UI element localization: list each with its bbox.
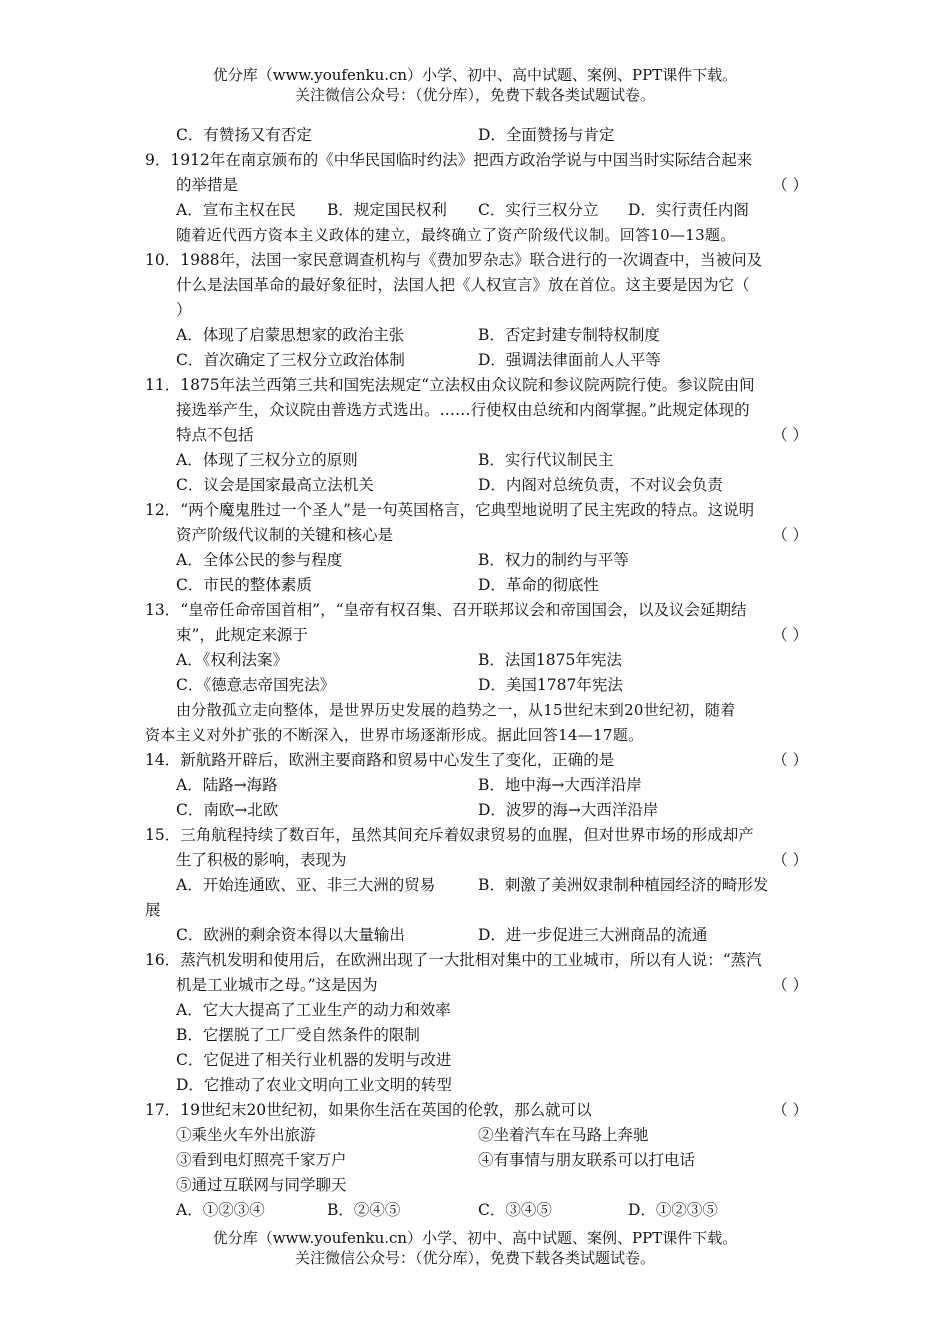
q9-option-b: B．规定国民权利 <box>327 201 447 219</box>
q15-option-a: A．开始连通欧、亚、非三大洲的贸易 <box>176 876 436 894</box>
q11-stem-line-1: 11．1875年法兰西第三共和国宪法规定“立法权由众议院和参议院两院行使。参议院由间 <box>145 376 755 394</box>
header-line-2: 关注微信公众号：（优分库），免费下载各类试题试卷。 <box>294 86 655 104</box>
q17-stem-line-1: 17．19世纪末20世纪初，如果你生活在英国的伦敦，那么就可以 <box>145 1101 592 1119</box>
footer-line-2: 关注微信公众号：（优分库），免费下载各类试题试卷。 <box>294 1249 655 1267</box>
q13-option-c: C．《德意志帝国宪法》 <box>176 676 336 694</box>
q8-option-c: C．有赞扬又有否定 <box>176 126 312 144</box>
q12-answer-paren: （ ） <box>772 526 808 544</box>
q10-option-c: C．首次确定了三权分立政治体制 <box>176 351 405 369</box>
q12-stem-line-2: 资产阶级代议制的关键和核心是 <box>176 526 394 544</box>
q14-stem-line-1: 14．新航路开辟后，欧洲主要商路和贸易中心发生了变化，正确的是 <box>145 751 615 769</box>
q15-stem-line-2: 生了积极的影响，表现为 <box>176 851 347 869</box>
q15-option-d: D．进一步促进三大洲商品的流通 <box>478 926 708 944</box>
q10-stem-line-1: 10．1988年，法国一家民意调查机构与《费加罗杂志》联合进行的一次调查中，当被问及 <box>145 251 763 269</box>
q9-option-d: D．实行责任内阁 <box>628 201 749 219</box>
q16-stem-line-1: 16．蒸汽机发明和使用后，在欧洲出现了一大批相对集中的工业城市，所以有人说：“蒸汽 <box>145 951 762 969</box>
q16-option-a: A．它大大提高了工业生产的动力和效率 <box>176 1001 451 1019</box>
q9-stem-line-1: 9．1912年在南京颁布的《中华民国临时约法》把西方政治学说与中国当时实际结合起来 <box>145 151 753 169</box>
intro-14-17-line-2: 资本主义对外扩张的不断深入，世界市场逐渐形成。据此回答14—17题。 <box>145 726 644 744</box>
q11-answer-paren: （ ） <box>772 426 808 444</box>
q15-option-c: C．欧洲的剩余资本得以大量输出 <box>176 926 405 944</box>
q16-option-d: D．它推动了农业文明向工业文明的转型 <box>176 1076 452 1094</box>
q10-option-a: A．体现了启蒙思想家的政治主张 <box>176 326 405 344</box>
q13-option-a: A．《权利法案》 <box>176 651 288 669</box>
q15-stem-line-1: 15．三角航程持续了数百年，虽然其间充斥着奴隶贸易的血腥，但对世界市场的形成却产 <box>145 826 754 844</box>
q13-option-b: B．法国1875年宪法 <box>478 651 622 669</box>
q13-answer-paren: （ ） <box>772 626 808 644</box>
q11-option-a: A．体现了三权分立的原则 <box>176 451 358 469</box>
q10-option-b: B．否定封建专制特权制度 <box>478 326 660 344</box>
intro-14-17-line-1: 由分散孤立走向整体，是世界历史发展的趋势之一，从15世纪末到20世纪初，随着 <box>176 701 736 719</box>
q11-stem-line-3: 特点不包括 <box>176 426 254 444</box>
q10-stem-line-2: 什么是法国革命的最好象征时，法国人把《人权宣言》放在首位。这主要是因为它（ <box>176 276 750 294</box>
q12-option-b: B．权力的制约与平等 <box>478 551 629 569</box>
q13-option-d: D．美国1787年宪法 <box>478 676 623 694</box>
intro-10-13: 随着近代西方资本主义政体的建立，最终确立了资产阶级代议制。回答10—13题。 <box>176 226 736 244</box>
q16-option-b: B．它摆脱了工厂受自然条件的限制 <box>176 1026 420 1044</box>
footer-line-1: 优分库（www.youfenku.cn）小学、初中、高中试题、案例、PPT课件下载。 <box>212 1229 738 1247</box>
q12-option-d: D．革命的彻底性 <box>478 576 599 594</box>
q16-answer-paren: （ ） <box>772 976 808 994</box>
q9-stem-line-2: 的举措是 <box>176 176 239 194</box>
q17-item-3: ③看到电灯照亮千家万户 <box>176 1151 347 1169</box>
q9-option-a: A．宣布主权在民 <box>176 201 296 219</box>
q14-option-a: A．陆路→海路 <box>176 776 278 794</box>
q17-answer-paren: （ ） <box>772 1101 808 1119</box>
header-line-1: 优分库（www.youfenku.cn）小学、初中、高中试题、案例、PPT课件下载。 <box>212 66 738 84</box>
q9-option-c: C．实行三权分立 <box>478 201 599 219</box>
q12-option-a: A．全体公民的参与程度 <box>176 551 343 569</box>
q15-answer-paren: （ ） <box>772 851 808 869</box>
q15-option-b: B．刺激了美洲奴隶制种植园经济的畸形发 <box>478 876 769 894</box>
q16-option-c: C．它促进了相关行业机器的发明与改进 <box>176 1051 452 1069</box>
q14-answer-paren: （ ） <box>772 751 808 769</box>
q11-option-c: C．议会是国家最高立法机关 <box>176 476 374 494</box>
q17-item-2: ②坐着汽车在马路上奔驰 <box>478 1126 649 1144</box>
q17-item-4: ④有事情与朋友联系可以打电话 <box>478 1151 696 1169</box>
q17-option-d: D．①②③⑤ <box>628 1201 718 1219</box>
q17-option-c: C．③④⑤ <box>478 1201 552 1219</box>
q8-option-d: D．全面赞扬与肯定 <box>478 126 615 144</box>
q16-stem-line-2: 机是工业城市之母。”这是因为 <box>176 976 378 994</box>
q14-option-b: B．地中海→大西洋沿岸 <box>478 776 642 794</box>
q13-stem-line-1: 13．“皇帝任命帝国首相”，“皇帝有权召集、召开联邦议会和帝国国会，以及议会延期结 <box>145 601 747 619</box>
q10-option-d: D．强调法律面前人人平等 <box>478 351 661 369</box>
q13-stem-line-2: 束”，此规定来源于 <box>176 626 308 644</box>
q9-answer-paren: （ ） <box>772 176 808 194</box>
q17-item-5: ⑤通过互联网与同学聊天 <box>176 1176 347 1194</box>
q10-stem-line-3: ） <box>176 301 192 319</box>
q17-option-a: A．①②③④ <box>176 1201 265 1219</box>
q15-option-b-wrap: 展 <box>145 901 161 919</box>
q17-option-b: B．②④⑤ <box>327 1201 401 1219</box>
q14-option-d: D．波罗的海→大西洋沿岸 <box>478 801 659 819</box>
q12-stem-line-1: 12．“两个魔鬼胜过一个圣人”是一句英国格言，它典型地说明了民主宪政的特点。这说明 <box>145 501 755 519</box>
q11-option-b: B．实行代议制民主 <box>478 451 614 469</box>
q11-stem-line-2: 接选举产生，众议院由普选方式选出。……行使权由总统和内阁掌握。”此规定体现的 <box>176 401 750 419</box>
q12-option-c: C．市民的整体素质 <box>176 576 312 594</box>
q17-item-1: ①乘坐火车外出旅游 <box>176 1126 316 1144</box>
q11-option-d: D．内阁对总统负责，不对议会负责 <box>478 476 723 494</box>
q14-option-c: C．南欧→北欧 <box>176 801 279 819</box>
